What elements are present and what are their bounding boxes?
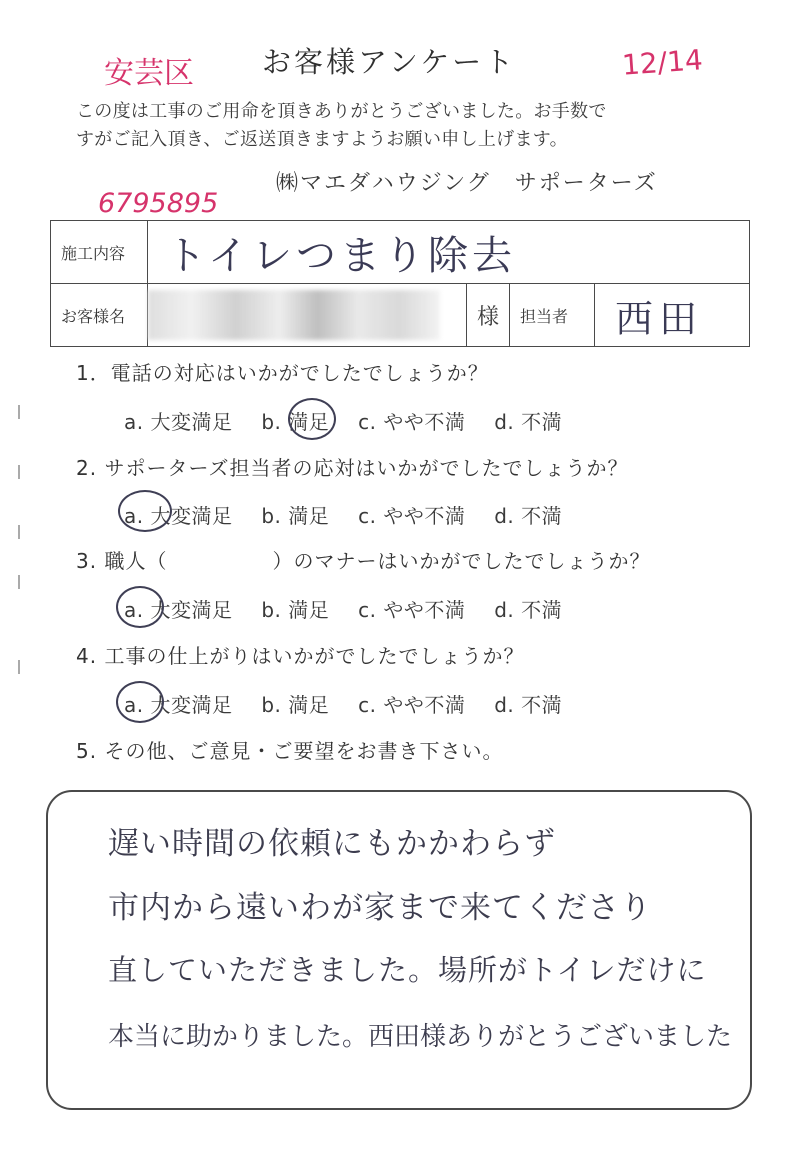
comment-line-2: 市内から遠いわが家まで来てくださり [108, 890, 652, 926]
option-b: b. 満足 [261, 504, 330, 528]
work-value: トイレつまり除去 [166, 232, 516, 279]
honorific: 様 [467, 284, 510, 347]
question-3-options [124, 594, 584, 623]
margin-mark [18, 405, 20, 419]
margin-mark [18, 525, 20, 539]
date-handwritten: 12/14 [620, 43, 704, 82]
option-c: c. やや不満 [358, 693, 466, 717]
option-d: d. 不満 [494, 504, 563, 528]
option-d: d. 不満 [494, 410, 563, 434]
intro-line-2: すがご記入頂き、ご返送頂きますようお願い申し上げます。 [76, 129, 568, 150]
option-c: c. やや不満 [358, 504, 466, 528]
staff-value: 西田 [615, 296, 704, 341]
option-a: a. 大変満足 [124, 504, 233, 528]
intro-line-1: この度は工事のご用命を頂きありがとうございました。お手数で [76, 101, 607, 122]
selected-mark-a [116, 681, 164, 723]
question-2: 2. サポーターズ担当者の応対はいかがでしたでしょうか？ [76, 456, 629, 480]
comment-line-4: 本当に助かりました。西田様ありがとうございました [108, 1022, 733, 1052]
option-a: a. 大変満足 [124, 693, 233, 717]
work-label: 施工内容 [51, 221, 148, 284]
company-name: ㈱マエダハウジング サポーターズ [276, 171, 658, 196]
selected-mark-b [288, 398, 336, 440]
option-b: b. 満足 [261, 598, 330, 622]
option-b: b. 満足 [261, 693, 330, 717]
page-title: お客様アンケート [262, 45, 517, 79]
option-a: a. 大変満足 [124, 598, 233, 622]
option-d: d. 不満 [494, 598, 563, 622]
margin-mark [18, 465, 20, 479]
selected-mark-a [118, 490, 172, 532]
area-handwritten: 安芸区 [104, 56, 194, 91]
question-4-options [124, 689, 584, 718]
option-d: d. 不満 [494, 693, 563, 717]
question-5: 5. その他、ご意見・ご要望をお書き下さい。 [76, 739, 504, 763]
option-c: c. やや不満 [358, 598, 466, 622]
margin-mark [18, 660, 20, 674]
staff-value-cell [595, 284, 750, 347]
question-2-options [124, 500, 584, 529]
customer-label: お客様名 [51, 284, 148, 347]
question-3: 3. 職人（ ）のマナーはいかがでしたでしょうか？ [76, 549, 651, 573]
question-1-options [124, 406, 584, 435]
comment-line-1: 遅い時間の依頼にもかかわらず [108, 826, 556, 862]
option-a: a. 大変満足 [124, 410, 233, 434]
selected-mark-a [116, 586, 164, 628]
work-value-cell [148, 221, 750, 284]
redacted-customer-name [148, 290, 440, 340]
option-c: c. やや不満 [358, 410, 466, 434]
question-4: 4. 工事の仕上がりはいかがでしたでしょうか？ [76, 644, 525, 668]
number-handwritten: 6795895 [98, 188, 219, 219]
comment-line-3: 直していただきました。場所がトイレだけに [108, 953, 707, 987]
staff-label: 担当者 [510, 284, 595, 347]
question-1: 1．電話の対応はいかがでしたでしょうか？ [76, 361, 489, 385]
margin-mark [18, 575, 20, 589]
option-b: b. 満足 [261, 410, 330, 434]
